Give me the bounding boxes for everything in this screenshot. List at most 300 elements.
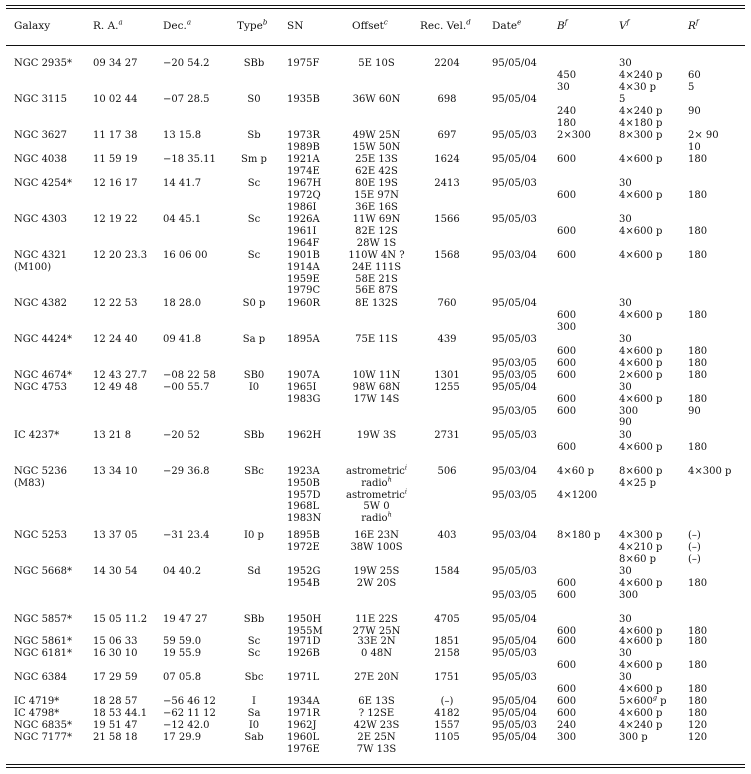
cell-text: 30: [619, 648, 632, 659]
cell-text: 1926A: [287, 214, 320, 225]
cell-text: 12 24 40: [93, 334, 138, 345]
cell-line: [330, 394, 423, 406]
cell-text: 24E 111S: [351, 261, 402, 273]
v-cell: [619, 636, 662, 648]
cell-line: [287, 542, 320, 554]
cell-line: [287, 262, 320, 274]
cell-text: 4×210 p: [619, 541, 663, 553]
cell-line: [93, 614, 147, 626]
type-cell: [237, 466, 271, 478]
cell-text: 12 16 17: [93, 178, 138, 189]
cell-line: [557, 696, 576, 708]
cell-text: 56E 87S: [355, 285, 398, 297]
cell-line: [688, 310, 707, 322]
r-cell: [688, 334, 707, 369]
cell-line: [287, 466, 321, 478]
cell-text: 95/05/03: [492, 214, 537, 225]
cell-text: Sc: [247, 648, 261, 659]
cell-line: [688, 382, 707, 394]
date-cell: [492, 370, 537, 382]
header-r: $R^f$: [688, 18, 699, 32]
galaxy-cell: [14, 614, 72, 626]
cell-text: 4×600 p: [619, 636, 663, 647]
cell-line: [14, 732, 72, 744]
cell-line: [14, 566, 72, 578]
galaxy-cell: [14, 382, 67, 394]
cell-line: [619, 590, 662, 602]
cell-line: [14, 648, 72, 660]
cell-line: [287, 430, 321, 442]
cell-text: 1751: [434, 672, 460, 683]
cell-line: [237, 250, 271, 262]
header-b: $B^f$: [557, 18, 568, 32]
cell-text: 240: [557, 105, 577, 117]
ra-cell: [93, 334, 138, 346]
cell-text: 4×600 p: [619, 309, 663, 321]
ra-cell: [93, 672, 138, 684]
galaxy-cell: [14, 130, 67, 142]
cell-text: 180: [688, 370, 708, 381]
cell-text: 13 34 10: [93, 466, 138, 477]
cell-line: [557, 672, 576, 684]
cell-line: [14, 708, 59, 720]
footnote-marker: i: [404, 463, 407, 472]
cell-line: [237, 370, 271, 382]
cell-text: 180: [688, 250, 708, 261]
cell-line: [492, 578, 537, 590]
cell-line: [492, 214, 537, 226]
cell-text: 2W 20S: [356, 577, 397, 589]
b-cell: [557, 298, 576, 333]
cell-text: 8×180 p: [557, 530, 601, 541]
cell-line: [14, 636, 72, 648]
cell-text: −07 28.5: [163, 94, 210, 105]
cell-text: 95/03/05: [492, 357, 537, 369]
galaxy-cell: [14, 696, 59, 708]
cell-line: [688, 130, 719, 142]
cell-text: 1989B: [287, 141, 320, 153]
cell-line: [619, 672, 662, 684]
cell-line: [418, 370, 476, 382]
cell-text: 30: [619, 614, 632, 625]
cell-line: [688, 554, 701, 566]
cell-text: S0 p: [242, 298, 266, 309]
cell-text: 58E 21S: [355, 273, 398, 285]
bottom-rule-2: [6, 767, 745, 768]
cell-text: 1959E: [287, 273, 320, 285]
cell-line: [93, 250, 147, 262]
cell-line: [287, 501, 321, 513]
cell-text: 04 40.2: [163, 566, 202, 577]
cell-line: [93, 58, 138, 70]
v-cell: [619, 648, 662, 672]
cell-text: 42W 23S: [353, 720, 400, 731]
cell-line: [418, 732, 476, 744]
rec-vel-cell: [418, 614, 476, 626]
b-cell: [557, 732, 576, 744]
cell-line: [492, 334, 537, 346]
cell-line: [418, 178, 476, 190]
cell-text: 5W 0: [363, 501, 390, 513]
ra-cell: [93, 58, 138, 70]
cell-line: [14, 696, 59, 708]
cell-text: 38W 100S: [350, 541, 403, 553]
cell-line: [557, 118, 576, 130]
footnote-marker: h: [387, 510, 392, 519]
cell-line: [330, 530, 423, 542]
cell-text: Sbc: [244, 672, 264, 683]
header-sn: SN: [287, 20, 304, 32]
cell-line: [688, 82, 701, 94]
cell-text: SBb: [243, 430, 265, 441]
rec-vel-cell: [418, 250, 476, 262]
cell-text: 95/05/03: [492, 178, 537, 189]
offset-cell: [330, 720, 423, 732]
cell-text: 439: [437, 334, 457, 345]
cell-line: [93, 94, 138, 106]
cell-line: [688, 370, 707, 382]
r-cell: [688, 430, 707, 454]
cell-line: [287, 370, 320, 382]
r-cell: [688, 614, 707, 638]
cell-line: [688, 94, 701, 106]
cell-text: 1895A: [287, 334, 320, 345]
cell-line: [237, 566, 271, 578]
cell-line: [557, 82, 576, 94]
cell-text: 7W 13S: [356, 743, 397, 755]
sn-cell: [287, 720, 316, 732]
cell-text: 1962J: [287, 720, 317, 731]
galaxy-cell: [14, 430, 59, 442]
cell-text: 30: [619, 672, 632, 683]
cell-line: [93, 636, 138, 648]
cell-text: 49W 25N: [352, 130, 401, 141]
cell-text: −56 46 12: [163, 696, 216, 707]
ra-cell: [93, 130, 138, 142]
galaxy-cell: [14, 720, 72, 732]
cell-line: [418, 130, 476, 142]
cell-line: [619, 214, 662, 226]
footnote-marker: i: [404, 487, 407, 496]
cell-line: [688, 614, 707, 626]
v-cell: [619, 250, 662, 262]
b-cell: [557, 94, 576, 129]
cell-line: [330, 190, 423, 202]
dec-cell: [163, 530, 210, 542]
ra-cell: [93, 636, 138, 648]
cell-text: 1972Q: [287, 189, 321, 201]
date-cell: [492, 648, 537, 660]
cell-text: 1975F: [287, 58, 320, 69]
cell-line: [287, 478, 321, 490]
b-cell: [557, 708, 576, 720]
sn-cell: [287, 648, 320, 660]
ra-cell: [93, 530, 138, 542]
cell-text: 12 19 22: [93, 214, 138, 225]
b-cell: [557, 214, 576, 238]
cell-line: [619, 118, 662, 130]
cell-text: 95/05/03: [492, 720, 537, 731]
type-cell: [237, 382, 271, 394]
cell-line: [619, 382, 662, 394]
r-cell: [688, 178, 707, 202]
type-cell: [237, 250, 271, 262]
cell-line: [688, 636, 707, 648]
cell-text: 1907A: [287, 370, 320, 381]
cell-line: [287, 382, 320, 394]
sn-cell: [287, 696, 320, 708]
cell-line: [330, 166, 423, 178]
cell-text: 403: [437, 530, 457, 541]
cell-line: [287, 672, 319, 684]
rec-vel-cell: [418, 94, 476, 106]
cell-text: 600: [557, 189, 577, 201]
type-cell: [237, 370, 271, 382]
rec-vel-cell: [418, 708, 476, 720]
cell-text: Sd: [247, 566, 261, 577]
cell-text: NGC 4753: [14, 382, 68, 393]
date-cell: [492, 672, 537, 684]
cell-text: 300: [557, 732, 577, 743]
cell-line: [418, 154, 476, 166]
cell-line: [619, 250, 662, 262]
cell-line: [237, 430, 271, 442]
cell-line: [557, 530, 600, 542]
cell-text: 11W 69N: [352, 214, 401, 225]
cell-line: [330, 334, 423, 346]
cell-text: 30: [619, 382, 632, 393]
cell-text: 95/05/04: [492, 58, 537, 69]
galaxy-cell: [14, 178, 72, 190]
cell-line: [330, 226, 423, 238]
cell-text: 4×600 p: [619, 357, 663, 369]
cell-text: 600: [557, 250, 577, 261]
cell-text: Sb: [247, 130, 261, 141]
type-cell: [237, 530, 271, 542]
cell-text: 07 05.8: [163, 672, 202, 683]
cell-text: 300 p: [619, 732, 648, 743]
cell-line: [287, 285, 320, 297]
cell-line: [688, 346, 707, 358]
offset-cell: [330, 566, 423, 590]
cell-line: [492, 370, 537, 382]
cell-line: [557, 190, 576, 202]
v-cell: [619, 466, 662, 490]
r-cell: [688, 530, 701, 565]
cell-line: [557, 70, 576, 82]
cell-line: [287, 394, 320, 406]
cell-line: [163, 298, 201, 310]
cell-line: [418, 672, 476, 684]
date-cell: [492, 636, 537, 648]
type-cell: [237, 94, 271, 106]
cell-line: [688, 466, 731, 478]
v-cell: [619, 94, 662, 129]
offset-cell: [330, 298, 423, 310]
cell-line: [163, 732, 201, 744]
cell-text: NGC 4674*: [14, 370, 73, 381]
cell-text: 12 22 53: [93, 298, 138, 309]
type-cell: [237, 298, 271, 310]
cell-line: [688, 322, 707, 334]
dec-cell: [163, 58, 210, 70]
cell-line: [688, 732, 707, 744]
cell-text: I: [252, 696, 256, 707]
v-cell: [619, 430, 662, 454]
cell-text: 2158: [434, 648, 460, 659]
cell-text: (M83): [14, 477, 45, 489]
cell-text: 240: [557, 720, 577, 731]
cell-line: [688, 578, 707, 590]
cell-text: 180: [557, 117, 577, 129]
cell-text: Sa p: [242, 334, 266, 345]
cell-text: 180: [688, 393, 708, 405]
cell-text: Sab: [244, 732, 264, 743]
cell-line: [93, 154, 138, 166]
header-type: Type$^b$: [237, 18, 268, 32]
offset-cell: [330, 672, 423, 684]
cell-line: [688, 708, 707, 720]
cell-line: [418, 636, 476, 648]
dec-cell: [163, 178, 201, 190]
r-cell: [688, 672, 707, 696]
r-cell: [688, 58, 701, 93]
cell-text: (–): [688, 530, 701, 541]
cell-text: SBc: [244, 466, 264, 477]
cell-text: −62 11 12: [163, 708, 216, 719]
cell-text: 19W 3S: [356, 430, 397, 441]
cell-line: [688, 648, 707, 660]
cell-line: [287, 214, 320, 226]
cell-line: [492, 466, 537, 478]
top-rule-1: [6, 5, 745, 6]
rec-vel-cell: [418, 732, 476, 744]
cell-line: [330, 732, 423, 744]
cell-text: NGC 5668*: [14, 566, 73, 577]
cell-line: [14, 130, 67, 142]
cell-line: [163, 250, 208, 262]
cell-line: [619, 394, 662, 406]
cell-text: 4×30 p: [619, 81, 657, 93]
galaxy-cell: [14, 466, 67, 490]
cell-line: [492, 346, 537, 358]
cell-text: 16 30 10: [93, 648, 138, 659]
cell-text: 1952G: [287, 566, 321, 577]
header-rec-vel: Rec. Vel.$^d$: [420, 18, 471, 32]
cell-line: [619, 58, 662, 70]
cell-text: −31 23.4: [163, 530, 210, 541]
ra-cell: [93, 720, 138, 732]
cell-text: 95/05/03: [492, 566, 537, 577]
cell-line: [163, 614, 208, 626]
cell-text: 18 28 57: [93, 696, 138, 707]
rec-vel-cell: [418, 178, 476, 190]
cell-text: 30: [619, 178, 632, 189]
cell-text: 600: [557, 708, 577, 719]
ra-cell: [93, 648, 138, 660]
cell-text: 90: [688, 405, 701, 417]
cell-text: 1934A: [287, 696, 320, 707]
cell-line: [418, 214, 476, 226]
cell-line: [330, 720, 423, 732]
cell-text: 4×60 p: [557, 466, 595, 477]
dec-cell: [163, 708, 216, 720]
v-cell: [619, 370, 662, 382]
cell-text: ? 12SE: [358, 708, 395, 719]
cell-text: 15 05 11.2: [93, 614, 148, 625]
cell-line: [418, 430, 476, 442]
rec-vel-cell: [418, 58, 476, 70]
cell-line: [287, 732, 320, 744]
sn-cell: [287, 708, 320, 720]
cell-line: [557, 358, 576, 370]
cell-line: [163, 720, 210, 732]
r-cell: [688, 298, 707, 333]
cell-line: [330, 154, 423, 166]
r-cell: [688, 214, 707, 238]
cell-line: [492, 130, 537, 142]
cell-line: [557, 370, 576, 382]
header-offset: Offset$^c$: [352, 18, 388, 32]
cell-text: Sm p: [241, 154, 267, 165]
cell-text: 2204: [434, 58, 460, 69]
cell-text: 4×600 p: [619, 683, 663, 695]
cell-text: 600: [557, 696, 577, 707]
galaxy-cell: [14, 58, 72, 70]
cell-line: [330, 744, 423, 756]
cell-text: 75E 11S: [355, 334, 398, 345]
cell-text: 4×600 p: [619, 345, 663, 357]
rec-vel-cell: [418, 130, 476, 142]
b-cell: [557, 466, 597, 501]
cell-line: [688, 417, 707, 429]
date-cell: [492, 614, 537, 626]
cell-text: 180: [688, 659, 708, 671]
cell-line: [492, 530, 537, 542]
cell-text: 8×600 p: [619, 466, 663, 477]
cell-line: [557, 382, 576, 394]
dec-cell: [163, 94, 210, 106]
b-cell: [557, 566, 576, 601]
cell-text: 30: [557, 81, 570, 93]
cell-text: SBb: [243, 614, 265, 625]
cell-line: [557, 250, 576, 262]
cell-text: Sc: [247, 178, 261, 189]
cell-text: (–): [688, 541, 701, 553]
cell-text: 120: [688, 732, 708, 743]
cell-text: 13 37 05: [93, 530, 138, 541]
cell-line: [619, 636, 662, 648]
cell-line: [14, 58, 72, 70]
cell-text: 600: [557, 589, 577, 601]
cell-text: NGC 5857*: [14, 614, 73, 625]
cell-text: 4×180 p: [619, 117, 663, 129]
offset-cell: [330, 708, 423, 720]
b-cell: [557, 636, 576, 648]
cell-line: [163, 130, 201, 142]
cell-text: NGC 5861*: [14, 636, 73, 647]
cell-text: 82E 12S: [355, 225, 398, 237]
cell-text: 30: [619, 566, 632, 577]
cell-text: SB0: [243, 370, 265, 381]
cell-text: 28W 1S: [356, 237, 397, 249]
b-cell: [557, 696, 576, 708]
r-cell: [688, 648, 707, 672]
cell-line: [93, 566, 138, 578]
galaxy-cell: [14, 214, 67, 226]
cell-text: 19 55.9: [163, 648, 202, 659]
galaxy-cell: [14, 708, 59, 720]
